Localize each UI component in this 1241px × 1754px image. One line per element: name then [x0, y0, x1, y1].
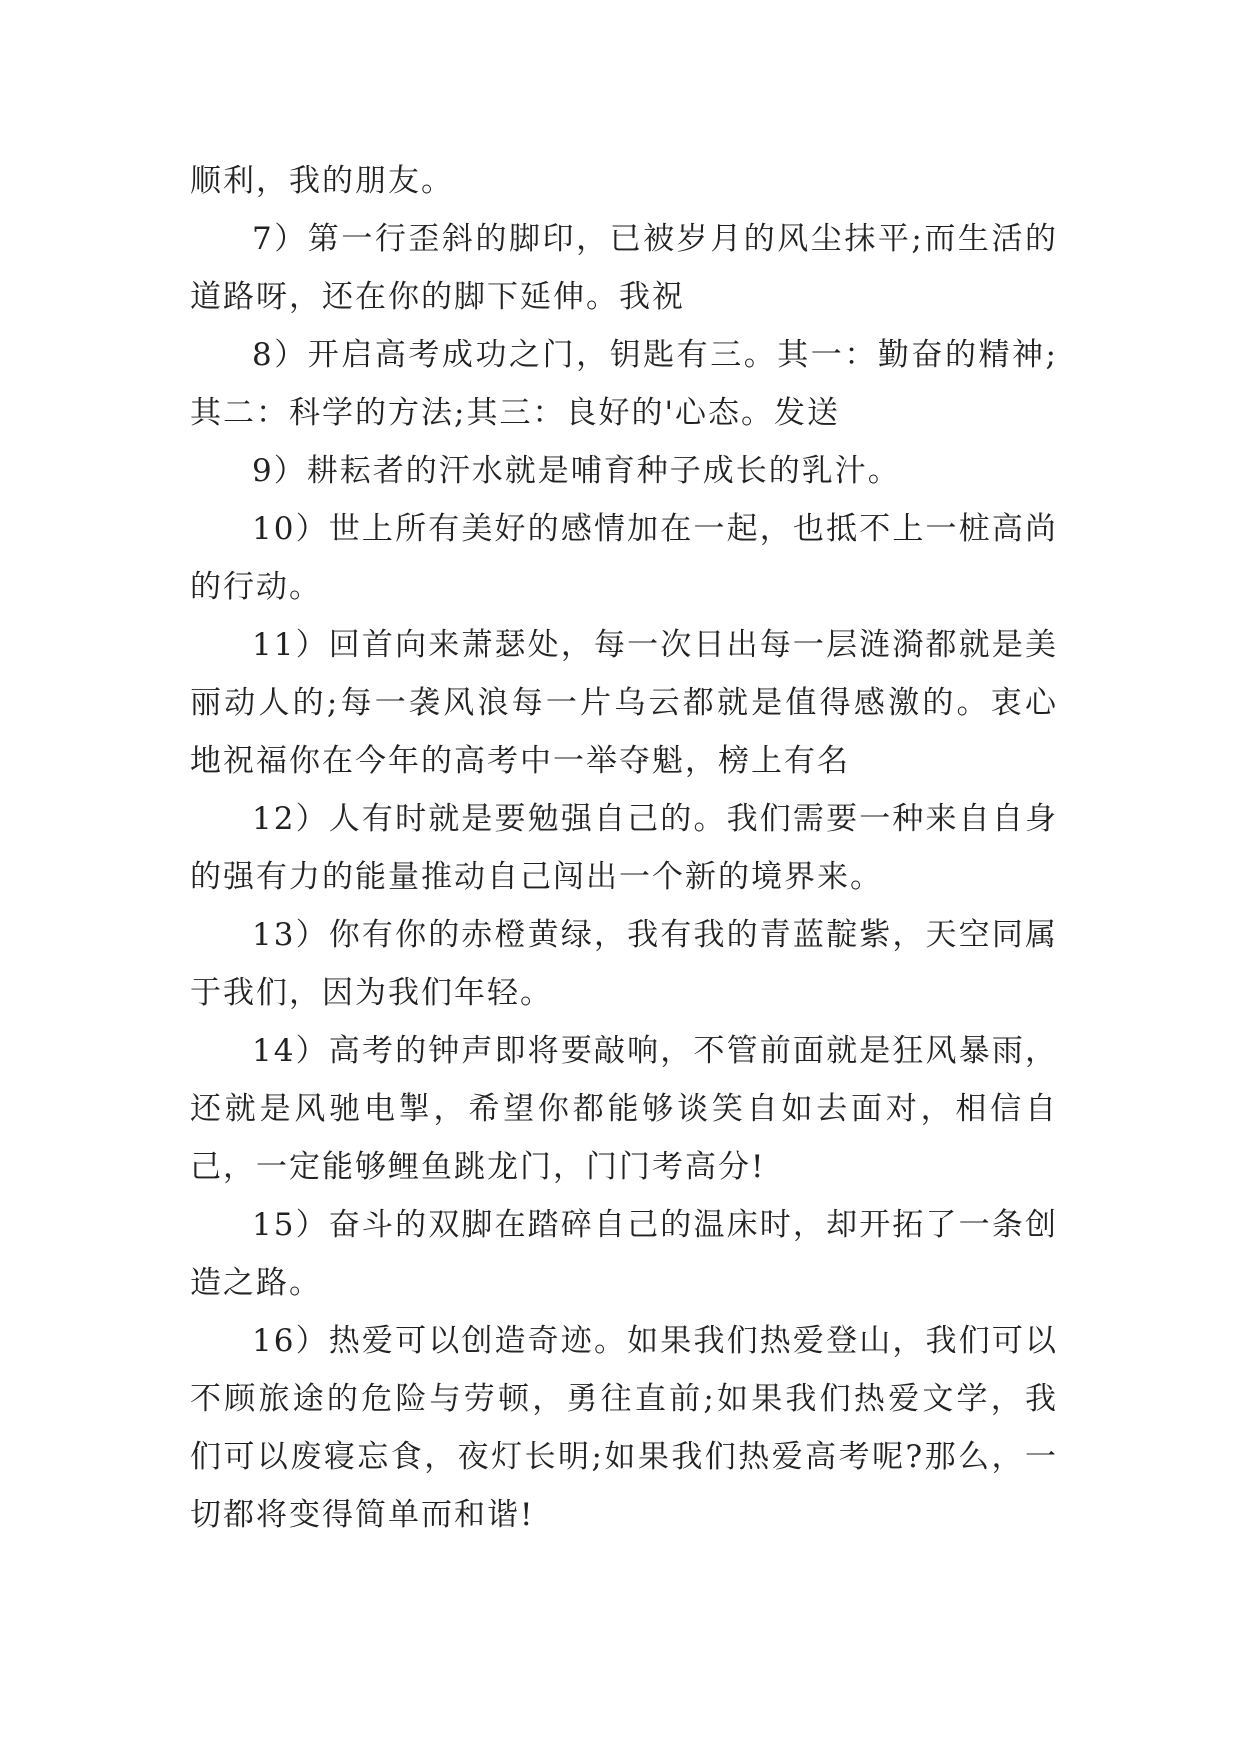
document-body [190, 152, 1058, 1544]
paragraph-continuation: 顺利，我的朋友。 [190, 163, 454, 199]
paragraph-item-12: 12）人有时就是要勉强自己的。我们需要一种来自自身的强有力的能量推动自己闯出一个新的境界来。 [190, 801, 1058, 895]
paragraph-item-9: 9）耕耘者的汗水就是哺育种子成长的乳汁。 [252, 453, 901, 489]
paragraph-item-10: 10）世上所有美好的感情加在一起，也抵不上一桩高尚的行动。 [190, 511, 1058, 605]
paragraph-item-7: 7）第一行歪斜的脚印，已被岁月的风尘抹平;而生活的道路呀，还在你的脚下延伸。我祝 [190, 221, 1058, 315]
paragraph-item-11: 11）回首向来萧瑟处，每一次日出每一层涟漪都就是美丽动人的;每一袭风浪每一片乌云都就是值得感激的。衷心地祝福你在今年的高考中一举夺魁，榜上有名 [190, 627, 1058, 779]
paragraph-item-15: 15）奋斗的双脚在踏碎自己的温床时，却开拓了一条创造之路。 [190, 1207, 1058, 1301]
paragraph-item-14: 14）高考的钟声即将要敲响，不管前面就是狂风暴雨，还就是风驰电掣，希望你都能够谈笑自如去面对，相信自己，一定能够鲤鱼跳龙门，门门考高分! [190, 1033, 1058, 1185]
paragraph-item-16: 16）热爱可以创造奇迹。如果我们热爱登山，我们可以不顾旅途的危险与劳顿，勇往直前;如果我们热爱文学，我们可以废寝忘食，夜灯长明;如果我们热爱高考呢?那么，一切都将变得简单而和谐! [190, 1323, 1058, 1533]
paragraph-item-13: 13）你有你的赤橙黄绿，我有我的青蓝靛紫，天空同属于我们，因为我们年轻。 [190, 917, 1058, 1011]
paragraph-item-8: 8）开启高考成功之门，钥匙有三。其一：勤奋的精神;其二：科学的方法;其三：良好的'心态。发送 [190, 337, 1058, 431]
